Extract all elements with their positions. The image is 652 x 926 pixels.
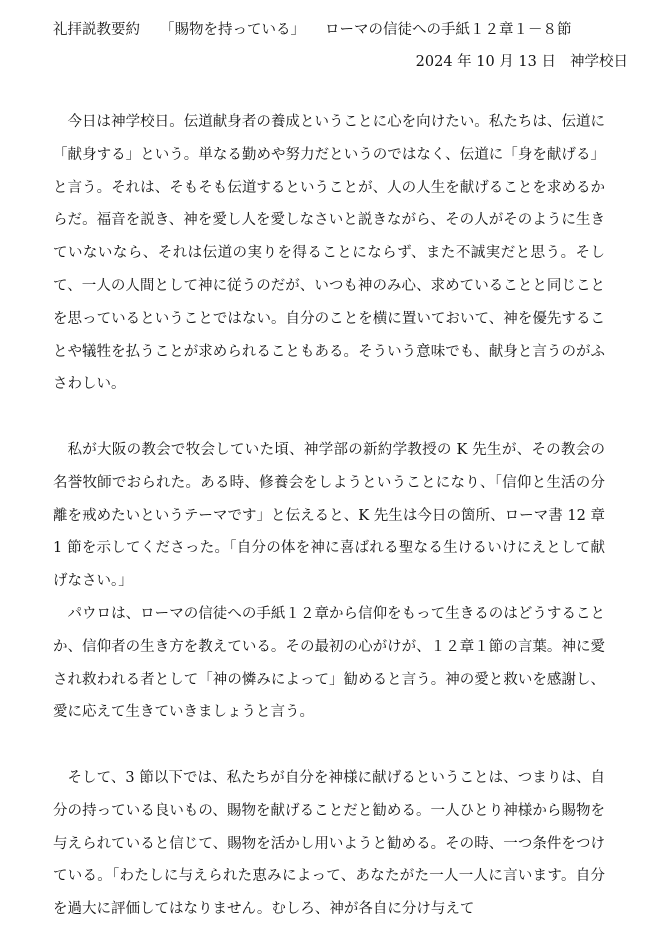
date-line [416, 50, 628, 74]
paragraph-2: 私が大阪の教会で牧会していた頃、神学部の新約学教授の K 先生が、その教会の名誉牧師でおられた。ある時、修養会をしようということになり、「信仰と生活の分離を戒めたいというテーマです」と伝えると、K 先生は今日の箇所、ローマ書 12 章 1 節を示してくださった。「自分の体を神に喜ばれる聖なる生けるいけにえとして献げなさい。」 [53, 441, 605, 590]
sermon-title: 「賜物を持っている」 [160, 22, 305, 38]
header-label: 礼拝説教要約 [53, 22, 140, 38]
scripture-reference: ローマの信徒への手紙１２章１－８節 [325, 22, 572, 38]
paragraph-4: そして、3 節以下では、私たちが自分を神様に献げるということは、つまりは、自分の持っている良いもの、賜物を献げることだと勧める。一人ひとり神様から賜物を与えられていると信じて、賜物を活かし用いようと勧める。その時、一つ条件をつけている。「わたしに与えられた恵みによって、あなたがた一人一人に言います。自分を過大に評価してはなりません。むしろ、神が各自に分け与えて [53, 769, 605, 918]
sermon-occasion: 神学校日 [570, 54, 628, 70]
sermon-body [53, 106, 605, 926]
sermon-date: 2024 年 10 月 13 日 [415, 54, 556, 70]
sermon-header [53, 18, 613, 42]
paragraph-3: パウロは、ローマの信徒への手紙１２章から信仰をもって生きるのはどうすることか、信仰者の生き方を教えている。その最初の心がけが、１２章１節の言葉。神に愛され救われる者として「神の憐みによって」勧めると言う。神の愛と救いを感謝し、愛に応えて生きていきましょうと言う。 [53, 605, 605, 721]
paragraph-1: 今日は神学校日。伝道献身者の養成ということに心を向けたい。私たちは、伝道に「献身する」という。単なる勤めや努力だというのではなく、伝道に「身を献げる」と言う。それは、そもそも伝道するということが、人の人生を献げることを求めるからだ。福音を説き、神を愛し人を愛しなさいと説きながら、その人がそのように生きていないなら、それは伝道の実りを得ることにならず、また不誠実だと思う。そして、一人の人間として神に従うのだが、いつも神のみ心、求めていることと同じことを思っているということではない。自分のことを横に置いておいて、神を優先することや犠牲を払うことが求められることもある。そういう意味でも、献身と言うのがふさわしい。 [53, 114, 605, 393]
